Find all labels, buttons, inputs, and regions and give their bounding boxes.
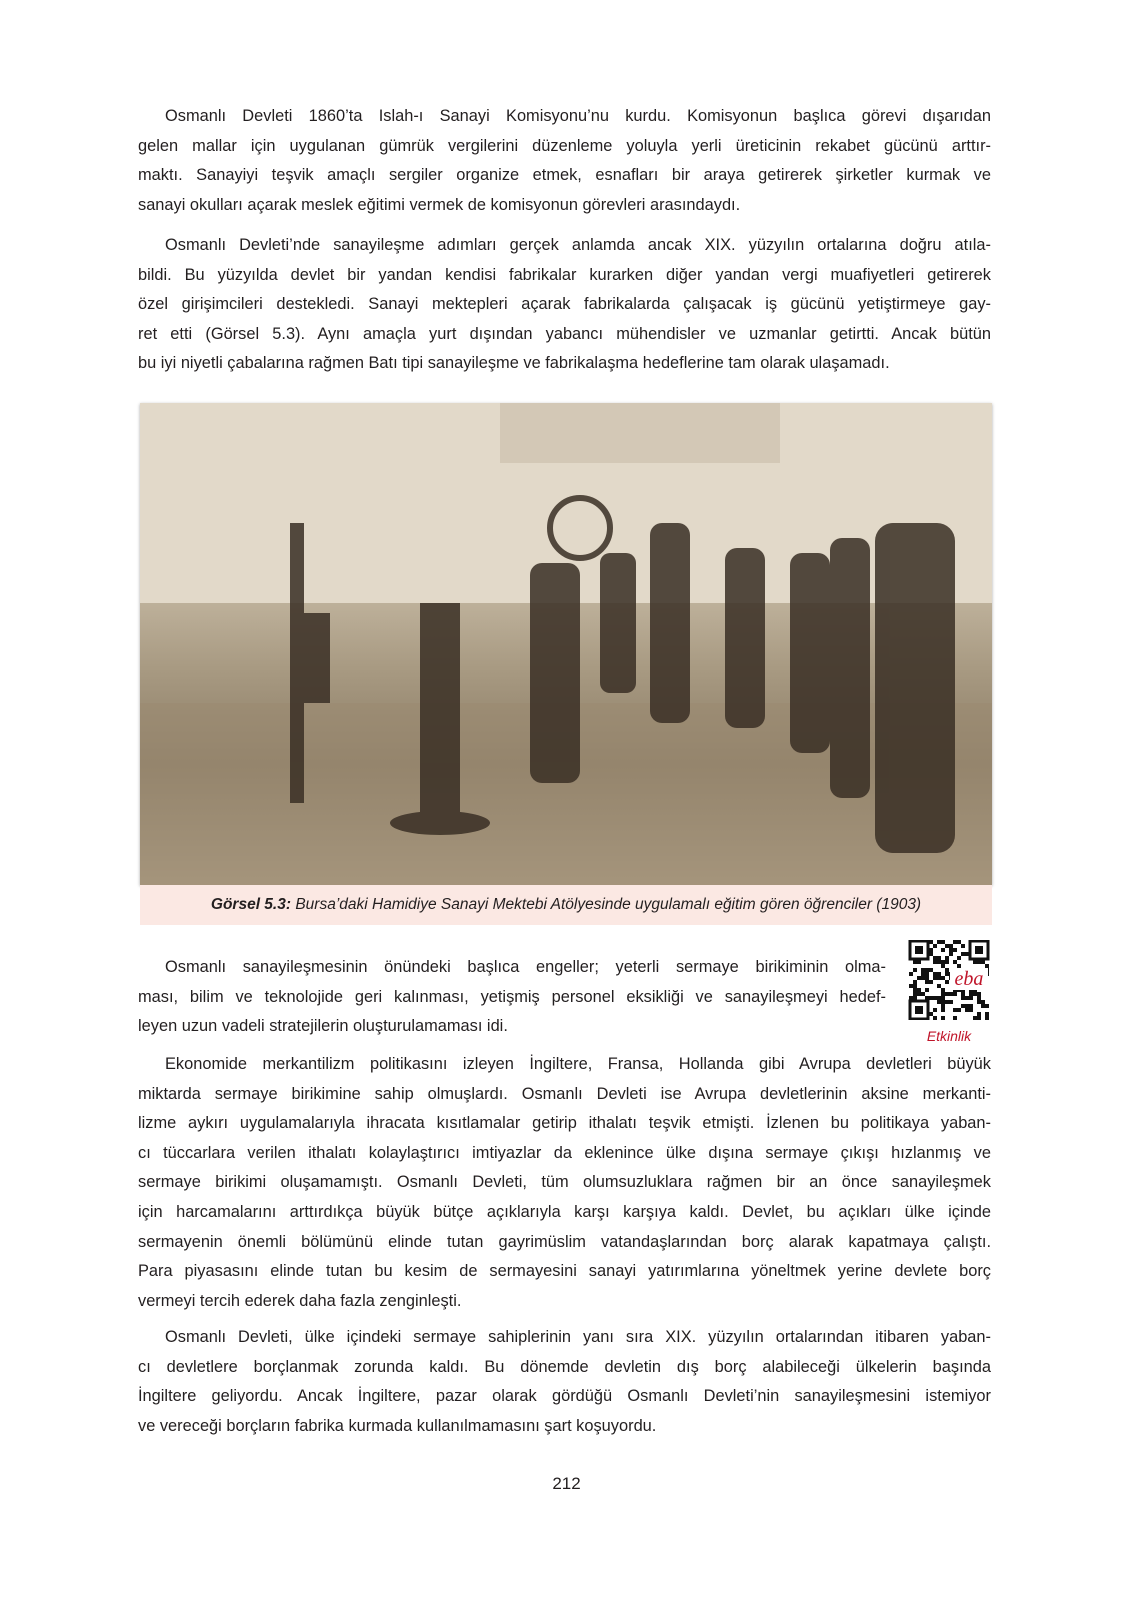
text-line: cı tüccarlara verilen ithalatı kolaylaştırıcı imtiyazlar da eklenince ülke dışına sermaye çıkışı hızlanmış ve (138, 1143, 991, 1162)
text-line: cı devletlere borçlanmak zorunda kaldı. Bu dönemde devletin dış borç alabileceği ülkelerin başında (138, 1357, 991, 1376)
text-line: bildi. Bu yüzyılda devlet bir yandan kendisi fabrikalar kurarken diğer yandan vergi muafiyetleri getirerek (138, 265, 991, 284)
paragraph-2 (138, 231, 991, 379)
text-line: Ekonomide merkantilizm politikasını izleyen İngiltere, Fransa, Hollanda gibi Avrupa devletleri büyük (165, 1055, 991, 1073)
text-line: sanayi okulları açarak meslek eğitimi vermek de komisyonun görevleri arasındaydı. (138, 195, 741, 214)
text-line: özel girişimcileri destekledi. Sanayi mektepleri açarak fabrikalarda çalışacak iş gücünü yetiştirmeye gay- (138, 295, 991, 314)
eba-logo: eba (954, 968, 984, 990)
text-line: vermeyi tercih ederek daha fazla zenginleşti. (138, 1291, 462, 1310)
figure-label: Görsel 5.3: (210, 896, 292, 913)
workshop-photo (140, 403, 992, 885)
figure-caption (140, 885, 992, 925)
paragraph-3 (138, 953, 886, 1042)
page-number: 212 (552, 1474, 581, 1493)
text-line: miktarda sermaye birikimine sahip olmuşlardı. Osmanlı Devleti ise Avrupa devletlerinin aksine merkanti- (138, 1084, 991, 1103)
text-line: için harcamalarını arttırdıkça büyük bütçe açıklarıyla karşı karşıya kaldı. Devlet, bu açıkları ülke içinde (138, 1202, 991, 1221)
text-line: gelen mallar için uygulanan gümrük vergilerini düzenleme yoluyla yerli üreticinin rekabet gücünü arttır- (138, 136, 991, 155)
text-line: sermayenin önemli bölümünü elinde tutan gayrimüslim vatandaşlarından borç alarak kapatmaya çalıştı. (138, 1232, 991, 1251)
paragraph-4 (138, 1050, 991, 1316)
text-line: bu iyi niyetli çabalarına rağmen Batı tipi sanayileşme ve fabrikalaşma hedeflerine tam olarak ulaşamadı. (138, 354, 890, 373)
text-line: Osmanlı Devleti 1860’ta Islah-ı Sanayi Komisyonu’nu kurdu. Komisyonun başlıca görevi dışarıdan (165, 107, 991, 125)
text-line: Osmanlı sanayileşmesinin önündeki başlıca engeller; yeterli sermaye birikiminin olma- (165, 958, 886, 976)
text-line: maktı. Sanayiyi teşvik amaçlı sergiler organize etmek, esnafları bir araya getirerek şirketler kurmak ve (138, 166, 991, 185)
etkinlik-label[interactable]: Etkinlik (926, 1028, 972, 1044)
text-line: Osmanlı Devleti, ülke içindeki sermaye sahiplerinin yanı sıra XIX. yüzyılın ortalarından itibaren yaban- (165, 1328, 991, 1346)
text-line: İngiltere geliyordu. Ancak İngiltere, pazar olarak gördüğü Osmanlı Devleti’nin sanayileşmesini istemiyor (138, 1387, 991, 1406)
text-line: ret etti (Görsel 5.3). Aynı amaçla yurt dışından yabancı mühendisler ve uzmanlar getirtti. Ancak bütün (138, 324, 991, 343)
text-line: ması, bilim ve teknolojide geri kalınması, yetişmiş personel eksikliği ve sanayileşmeyi hedef- (138, 987, 886, 1006)
text-line: Osmanlı Devleti’nde sanayileşme adımları gerçek anlamda ancak XIX. yüzyılın ortalarına doğru atıla- (165, 236, 991, 254)
text-line: Para piyasasını elinde tutan bu kesim de sermayesini sanayi yatırımlarına yöneltmek yerine devlete borç (138, 1262, 991, 1281)
text-line: lizme aykırı uygulamalarıyla ihracata kısıtlamalar getirip ithalatı teşvik etmişti. İzlenen bu politikaya yaban- (138, 1114, 991, 1133)
text-line: sermaye birikimi oluşamamıştı. Osmanlı Devleti, tüm olumsuzluklara rağmen bir an önce sanayileşmek (138, 1173, 991, 1192)
paragraph-1 (138, 102, 991, 220)
text-line: leyen uzun vadeli stratejilerin oluşturulamaması idi. (138, 1017, 508, 1036)
paragraph-5 (138, 1323, 991, 1441)
qr-code[interactable] (908, 940, 990, 1020)
figure-caption-text: Bursa’daki Hamidiye Sanayi Mektebi Atölyesinde uygulamalı eğitim gören öğrenciler (1903) (295, 896, 922, 913)
text-line: ve vereceği borçların fabrika kurmada kullanılmamasını şart koşuyordu. (138, 1416, 657, 1435)
